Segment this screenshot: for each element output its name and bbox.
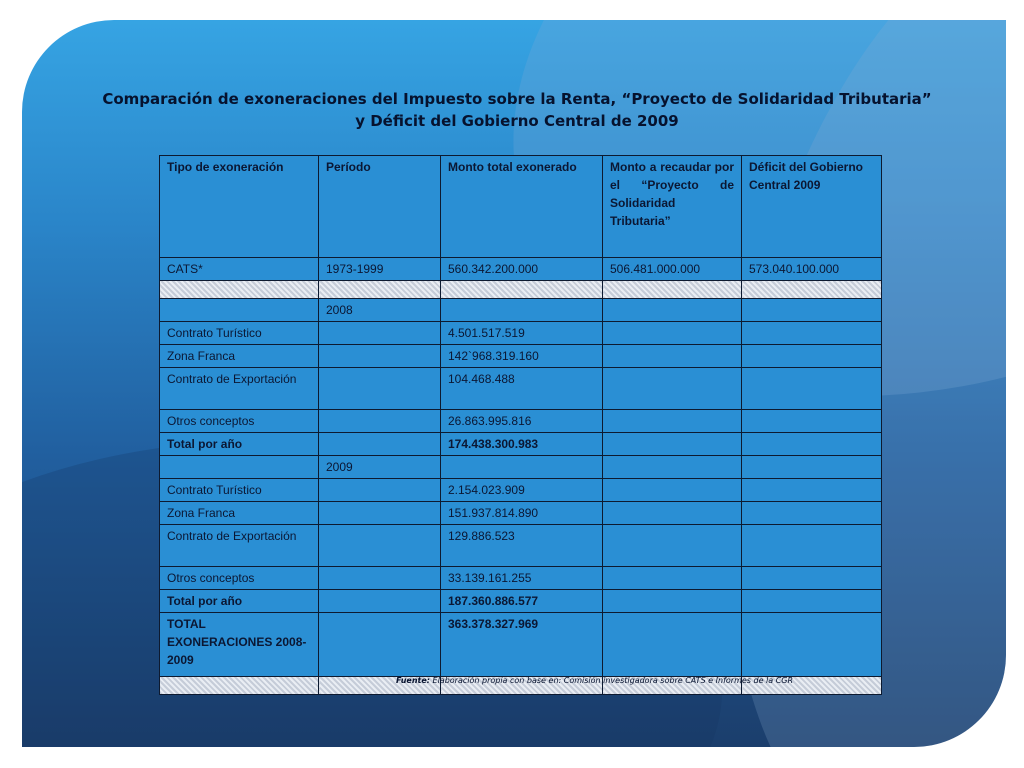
empty-cell: [742, 345, 882, 368]
table-row: [160, 368, 882, 410]
footnote-text: Elaboración propia con base en: Comisión investigadora sobre CATS e Informes de la CGR: [432, 676, 794, 685]
empty-cell: [319, 345, 441, 368]
table-row: [160, 567, 882, 590]
cell-tipo: Zona Franca: [160, 345, 319, 368]
cell-total-value: 187.360.886.577: [441, 590, 603, 613]
table-row: [160, 410, 882, 433]
cell-deficit: 573.040.100.000: [742, 258, 882, 281]
cell-total-label: Total por año: [160, 590, 319, 613]
cell-tipo: Otros conceptos: [160, 410, 319, 433]
header-cell: Tipo de exoneración: [160, 156, 319, 258]
cell-monto: 26.863.995.816: [441, 410, 603, 433]
empty-cell: [319, 410, 441, 433]
cell-tipo: Contrato Turístico: [160, 322, 319, 345]
table-header-row: [160, 156, 882, 258]
empty-cell: [319, 322, 441, 345]
table-row-grand-total: [160, 613, 882, 677]
cell-total-label: Total por año: [160, 433, 319, 456]
cell-year: 2008: [319, 299, 441, 322]
cell-monto: 33.139.161.255: [441, 567, 603, 590]
table-row-blank: [160, 281, 882, 299]
empty-cell: [603, 281, 742, 299]
empty-cell: [603, 590, 742, 613]
table-row: [160, 525, 882, 567]
table-row-total: [160, 433, 882, 456]
cell-total-value: 174.438.300.983: [441, 433, 603, 456]
empty-cell: [603, 567, 742, 590]
empty-cell: [441, 456, 603, 479]
cell-grand-total-value: 363.378.327.969: [441, 613, 603, 677]
empty-cell: [160, 456, 319, 479]
empty-cell: [742, 567, 882, 590]
empty-cell: [160, 299, 319, 322]
cell-tipo: CATS*: [160, 258, 319, 281]
table-row-total: [160, 590, 882, 613]
slide-title: Comparación de exoneraciones del Impuesto sobre la Renta, “Proyecto de Solidaridad Tributaria” y Déficit del Gobierno Central de 2009: [102, 90, 932, 130]
empty-cell: [441, 299, 603, 322]
table-row-year: [160, 456, 882, 479]
empty-cell: [742, 433, 882, 456]
footnote-label: Fuente:: [396, 676, 430, 685]
cell-monto: 560.342.200.000: [441, 258, 603, 281]
exoneraciones-table: [159, 155, 882, 695]
empty-cell: [742, 299, 882, 322]
empty-cell: [319, 368, 441, 410]
cell-monto: 2.154.023.909: [441, 479, 603, 502]
cell-monto: 142`968.319.160: [441, 345, 603, 368]
cell-periodo: 1973-1999: [319, 258, 441, 281]
cell-recaudar: 506.481.000.000: [603, 258, 742, 281]
empty-cell: [319, 590, 441, 613]
cell-tipo: Contrato de Exportación: [160, 525, 319, 567]
empty-cell: [603, 299, 742, 322]
empty-cell: [603, 433, 742, 456]
cell-grand-total-label: TOTAL EXONERACIONES 2008-2009: [160, 613, 319, 677]
empty-cell: [742, 456, 882, 479]
empty-cell: [742, 502, 882, 525]
empty-cell: [319, 613, 441, 677]
cell-year: 2009: [319, 456, 441, 479]
empty-cell: [319, 281, 441, 299]
empty-cell: [319, 479, 441, 502]
cell-monto: 151.937.814.890: [441, 502, 603, 525]
header-cell: Período: [319, 156, 441, 258]
cell-monto: 4.501.517.519: [441, 322, 603, 345]
cell-monto: 104.468.488: [441, 368, 603, 410]
empty-cell: [319, 567, 441, 590]
empty-cell: [603, 368, 742, 410]
empty-cell: [742, 281, 882, 299]
empty-cell: [319, 525, 441, 567]
table-row-year: [160, 299, 882, 322]
cell-tipo: Contrato Turístico: [160, 479, 319, 502]
header-cell: Monto total exonerado: [441, 156, 603, 258]
empty-cell: [603, 525, 742, 567]
empty-cell: [603, 479, 742, 502]
empty-cell: [603, 410, 742, 433]
empty-cell: [603, 322, 742, 345]
header-cell: Monto a recaudar por el “Proyecto de Solidaridad Tributaria”: [603, 156, 742, 258]
cell-tipo: Zona Franca: [160, 502, 319, 525]
empty-cell: [603, 456, 742, 479]
empty-cell: [160, 281, 319, 299]
empty-cell: [603, 613, 742, 677]
empty-cell: [742, 613, 882, 677]
empty-cell: [603, 345, 742, 368]
empty-cell: [319, 502, 441, 525]
table-row: [160, 479, 882, 502]
empty-cell: [603, 502, 742, 525]
cell-monto: 129.886.523: [441, 525, 603, 567]
empty-cell: [319, 433, 441, 456]
empty-cell: [160, 677, 319, 695]
empty-cell: [742, 368, 882, 410]
table-row-cats: [160, 258, 882, 281]
empty-cell: [742, 479, 882, 502]
source-footnote: [396, 676, 876, 685]
empty-cell: [742, 322, 882, 345]
header-cell: Déficit del Gobierno Central 2009: [742, 156, 882, 258]
cell-tipo: Contrato de Exportación: [160, 368, 319, 410]
empty-cell: [742, 590, 882, 613]
empty-cell: [742, 410, 882, 433]
empty-cell: [441, 281, 603, 299]
empty-cell: [742, 525, 882, 567]
table-row: [160, 322, 882, 345]
cell-tipo: Otros conceptos: [160, 567, 319, 590]
table-row: [160, 345, 882, 368]
table-row: [160, 502, 882, 525]
